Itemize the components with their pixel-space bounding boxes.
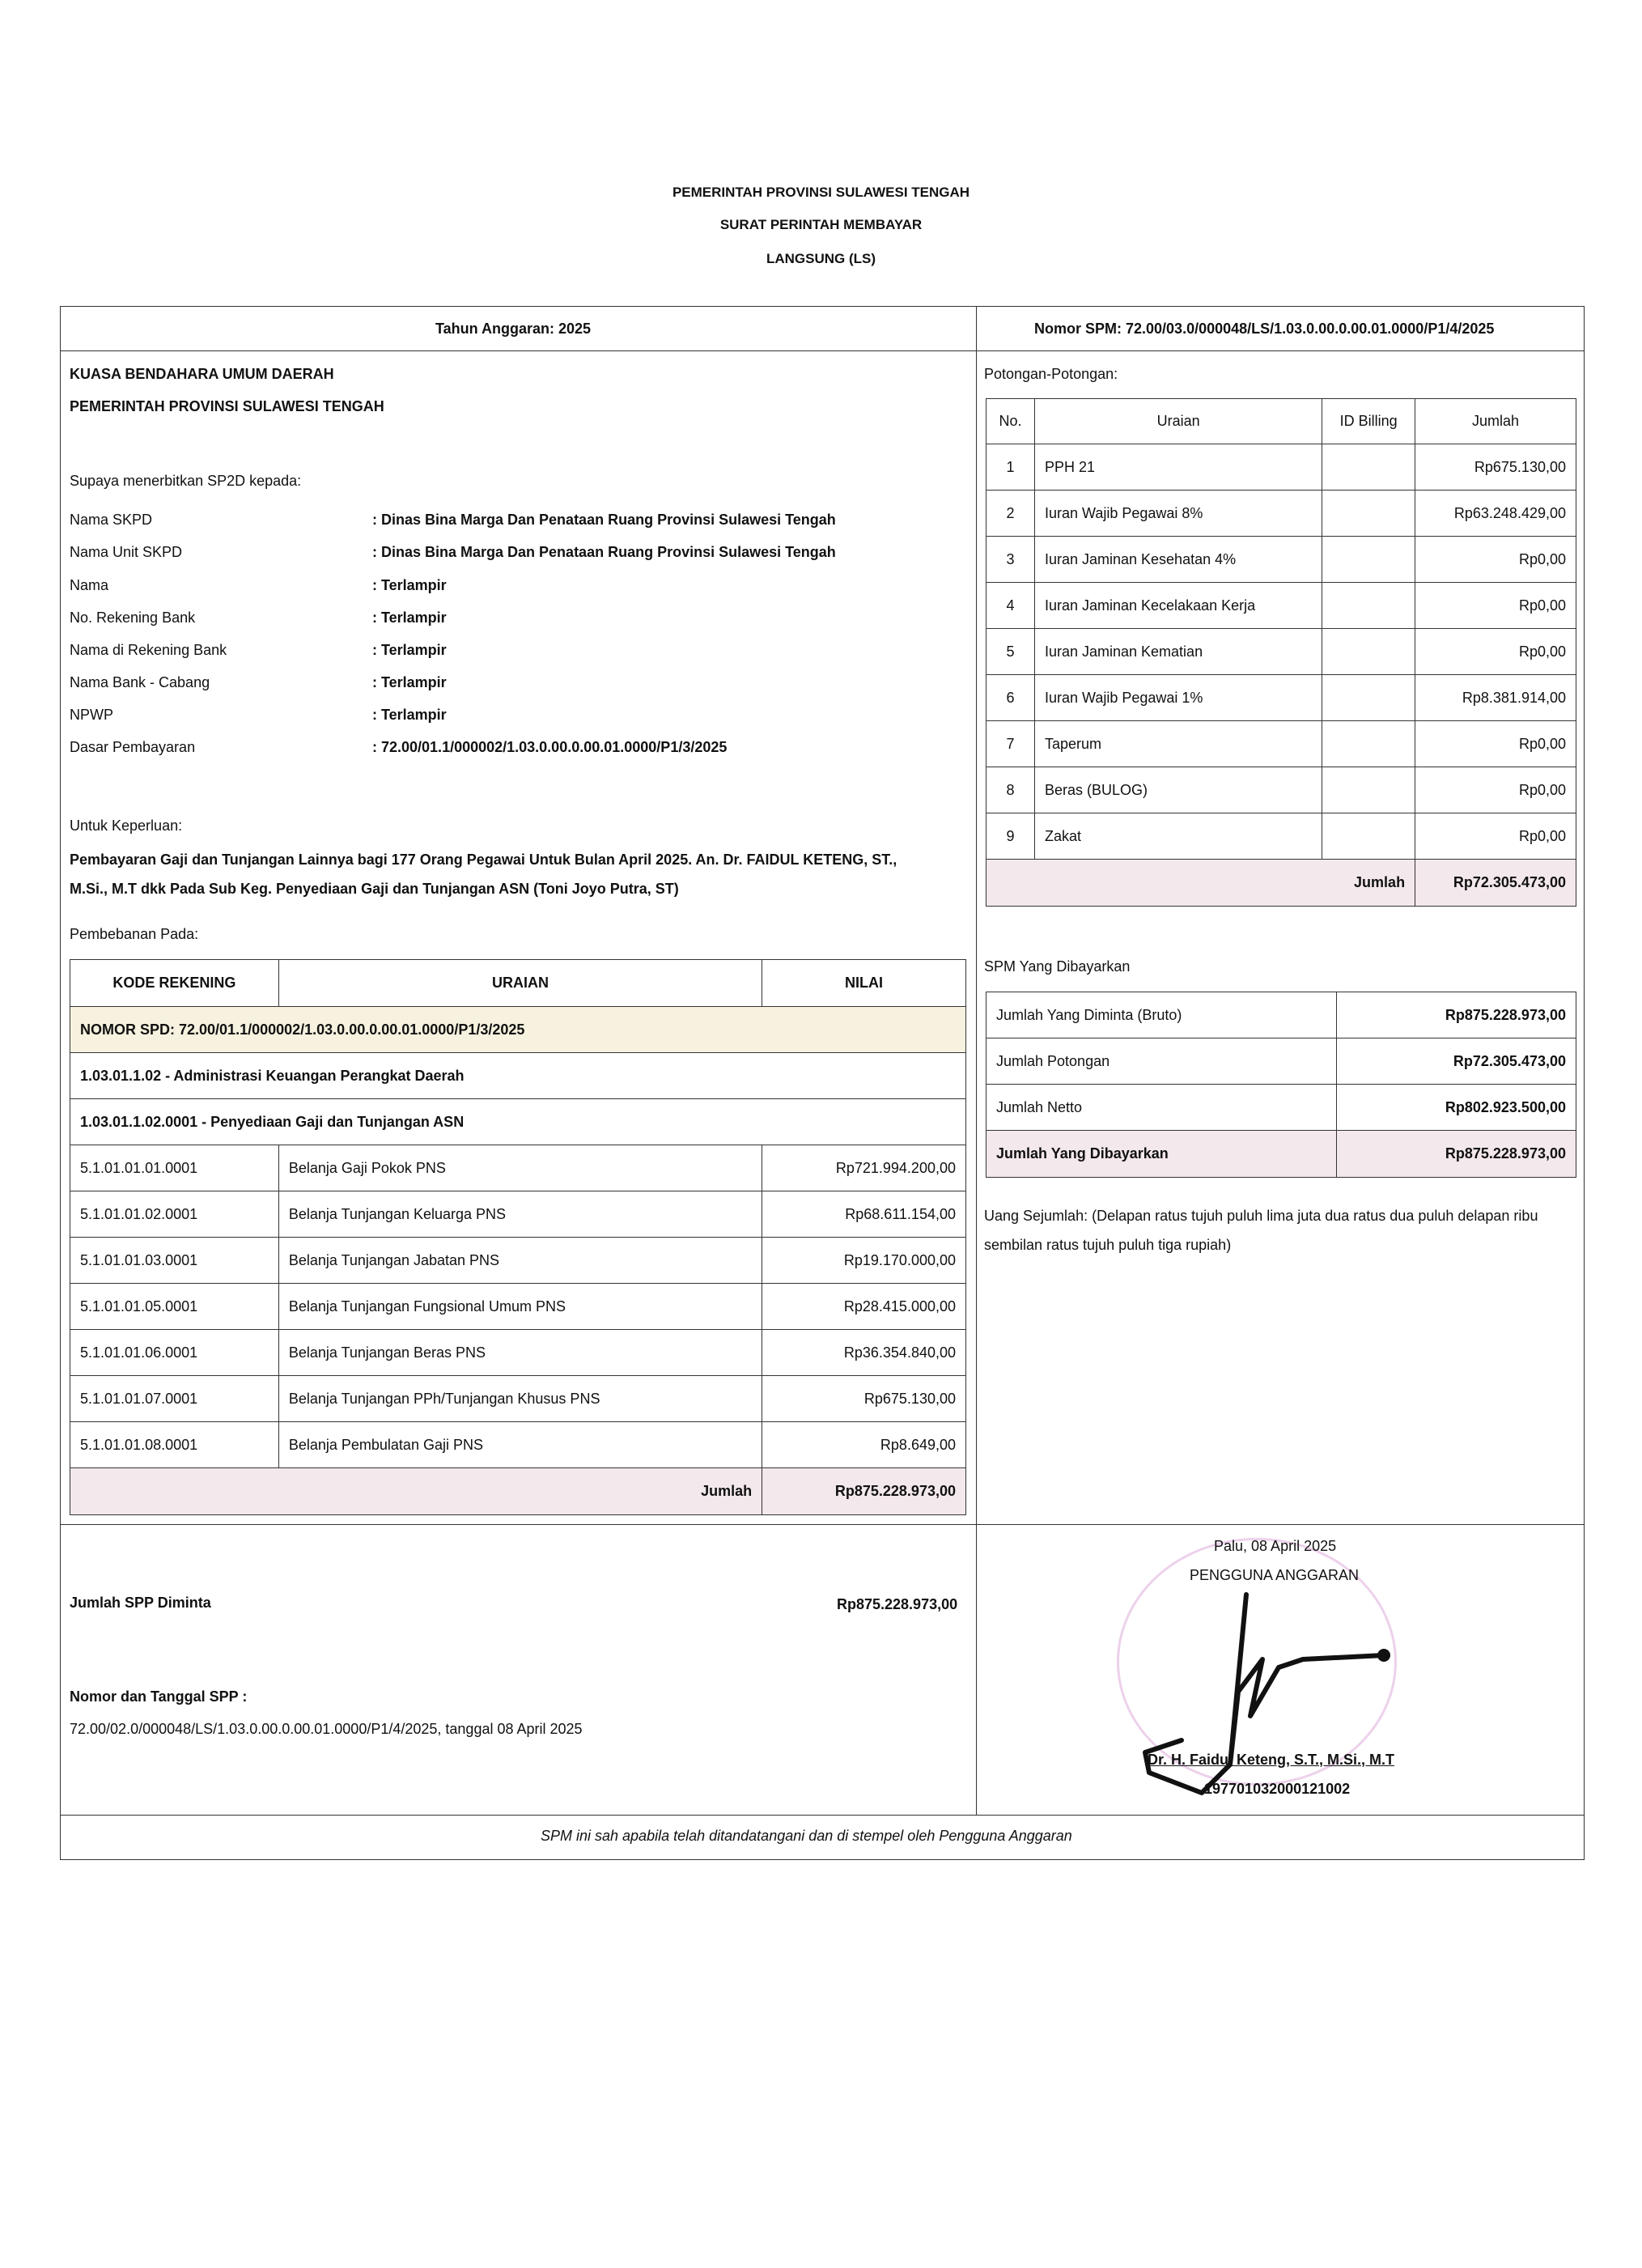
- program-row: [70, 1053, 966, 1099]
- untuk-keperluan-label: Untuk Keperluan:: [70, 818, 183, 834]
- uraian-cell: Iuran Wajib Pegawai 1%: [1034, 675, 1322, 721]
- table-row: [70, 1238, 966, 1284]
- jumlah-cell: Rp0,00: [1415, 583, 1576, 629]
- pembebanan-table: [70, 959, 966, 1515]
- table-row: [986, 491, 1576, 537]
- spm-label-cell: Jumlah Netto: [986, 1085, 1337, 1131]
- jumlah-cell: Rp63.248.429,00: [1415, 491, 1576, 537]
- table-row: [986, 537, 1576, 583]
- jumlah-label: Jumlah: [986, 860, 1415, 907]
- col-uraian-header: Uraian: [1034, 399, 1322, 444]
- jumlah-spp-value: Rp875.228.973,00: [837, 1596, 958, 1612]
- footer-divider: [60, 1815, 1585, 1816]
- signer-name: Dr. H. Faidul Keteng, S.T., M.Si., M.T: [1148, 1752, 1395, 1768]
- jumlah-cell: Rp0,00: [1415, 629, 1576, 675]
- table-row: [986, 675, 1576, 721]
- table-row: [70, 1376, 966, 1422]
- uraian-cell: Beras (BULOG): [1034, 767, 1322, 813]
- uraian-cell: Iuran Jaminan Kecelakaan Kerja: [1034, 583, 1322, 629]
- no-cell: 9: [986, 813, 1035, 860]
- potongan-table: [986, 398, 1576, 907]
- uraian-cell: Belanja Pembulatan Gaji PNS: [278, 1422, 762, 1468]
- col-uraian-header: URAIAN: [278, 960, 762, 1007]
- id-billing-cell: [1322, 675, 1415, 721]
- id-billing-cell: [1322, 583, 1415, 629]
- total-row: [986, 1131, 1576, 1178]
- uraian-cell: Belanja Tunjangan Jabatan PNS: [278, 1238, 762, 1284]
- jumlah-value: Rp875.228.973,00: [762, 1468, 966, 1515]
- nilai-cell: Rp19.170.000,00: [762, 1238, 966, 1284]
- no-cell: 7: [986, 721, 1035, 767]
- no-cell: 8: [986, 767, 1035, 813]
- kode-cell: 5.1.01.01.08.0001: [70, 1422, 279, 1468]
- table-row: [986, 1038, 1576, 1085]
- kode-cell: 5.1.01.01.05.0001: [70, 1284, 279, 1330]
- nilai-cell: Rp28.415.000,00: [762, 1284, 966, 1330]
- nilai-cell: Rp68.611.154,00: [762, 1191, 966, 1238]
- signature-divider: [60, 1524, 1585, 1525]
- untuk-keperluan-line1: Pembayaran Gaji dan Tunjangan Lainnya bagi 177 Orang Pegawai Untuk Bulan April 2025. An. Dr. FAIDUL KETENG, ST.,: [70, 852, 897, 868]
- table-row: [986, 583, 1576, 629]
- kode-cell: 5.1.01.01.07.0001: [70, 1376, 279, 1422]
- place-date: Palu, 08 April 2025: [1214, 1538, 1337, 1554]
- spm-label-cell: Jumlah Yang Diminta (Bruto): [986, 992, 1337, 1038]
- nilai-cell: Rp721.994.200,00: [762, 1145, 966, 1191]
- field-value: : Terlampir: [372, 642, 447, 658]
- uraian-cell: Iuran Jaminan Kesehatan 4%: [1034, 537, 1322, 583]
- col-no-header: No.: [986, 399, 1035, 444]
- no-cell: 3: [986, 537, 1035, 583]
- header-line1: PEMERINTAH PROVINSI SULAWESI TENGAH: [672, 185, 970, 200]
- signature-scribble-icon: [1117, 1586, 1408, 1813]
- field-label: Nama SKPD: [70, 512, 153, 528]
- id-billing-cell: [1322, 537, 1415, 583]
- nomor-spp-value: 72.00/02.0/000048/LS/1.03.0.00.0.00.01.0000/P1/4/2025, tanggal 08 April 2025: [70, 1721, 583, 1737]
- pemerintah-label: PEMERINTAH PROVINSI SULAWESI TENGAH: [70, 398, 384, 414]
- field-value: : Dinas Bina Marga Dan Penataan Ruang Provinsi Sulawesi Tengah: [372, 512, 836, 528]
- jumlah-cell: Rp0,00: [1415, 537, 1576, 583]
- no-cell: 5: [986, 629, 1035, 675]
- uraian-cell: Zakat: [1034, 813, 1322, 860]
- field-label: Dasar Pembayaran: [70, 739, 196, 755]
- table-row: [986, 813, 1576, 860]
- kode-cell: 5.1.01.01.01.0001: [70, 1145, 279, 1191]
- table-row: [70, 1145, 966, 1191]
- column-divider: [976, 306, 977, 1815]
- jumlah-cell: Rp0,00: [1415, 767, 1576, 813]
- jumlah-cell: Rp0,00: [1415, 813, 1576, 860]
- no-cell: 1: [986, 444, 1035, 491]
- nomor-spd: NOMOR SPD: 72.00/01.1/000002/1.03.0.00.0.00.01.0000/P1/3/2025: [70, 1007, 966, 1053]
- id-billing-cell: [1322, 767, 1415, 813]
- table-row: [70, 1191, 966, 1238]
- header-line3: LANGSUNG (LS): [766, 251, 876, 266]
- spm-dibayarkan-table: [986, 992, 1576, 1178]
- program-label: 1.03.01.1.02 - Administrasi Keuangan Perangkat Daerah: [70, 1053, 966, 1099]
- table-row: [986, 444, 1576, 491]
- spm-value-cell: Rp875.228.973,00: [1337, 992, 1576, 1038]
- uraian-cell: Belanja Tunjangan PPh/Tunjangan Khusus PNS: [278, 1376, 762, 1422]
- table-row: [986, 629, 1576, 675]
- id-billing-cell: [1322, 721, 1415, 767]
- subkeg-label: 1.03.01.1.02.0001 - Penyediaan Gaji dan Tunjangan ASN: [70, 1099, 966, 1145]
- kode-cell: 5.1.01.01.02.0001: [70, 1191, 279, 1238]
- field-label: Nama di Rekening Bank: [70, 642, 227, 658]
- nilai-cell: Rp36.354.840,00: [762, 1330, 966, 1376]
- jumlah-value: Rp72.305.473,00: [1415, 860, 1576, 907]
- field-label: No. Rekening Bank: [70, 609, 196, 626]
- footer-note: SPM ini sah apabila telah ditandatangani dan di stempel oleh Pengguna Anggaran: [541, 1828, 1072, 1844]
- nilai-cell: Rp675.130,00: [762, 1376, 966, 1422]
- jumlah-cell: Rp0,00: [1415, 721, 1576, 767]
- supaya-label: Supaya menerbitkan SP2D kepada:: [70, 473, 302, 489]
- field-value: : Terlampir: [372, 707, 447, 723]
- nomor-spm: Nomor SPM: 72.00/03.0/000048/LS/1.03.0.00.0.00.01.0000/P1/4/2025: [1034, 321, 1495, 337]
- kode-cell: 5.1.01.01.03.0001: [70, 1238, 279, 1284]
- table-row: [986, 992, 1576, 1038]
- jumlah-row: [70, 1468, 966, 1515]
- no-cell: 6: [986, 675, 1035, 721]
- table-row: [70, 1284, 966, 1330]
- jumlah-cell: Rp8.381.914,00: [1415, 675, 1576, 721]
- field-value: : Terlampir: [372, 609, 447, 626]
- uraian-cell: Iuran Jaminan Kematian: [1034, 629, 1322, 675]
- table-row: [986, 1085, 1576, 1131]
- jumlah-row: [986, 860, 1576, 907]
- nilai-cell: Rp8.649,00: [762, 1422, 966, 1468]
- table-row: [986, 721, 1576, 767]
- uraian-cell: Belanja Tunjangan Keluarga PNS: [278, 1191, 762, 1238]
- total-label: Jumlah Yang Dibayarkan: [986, 1131, 1337, 1178]
- field-value: : Terlampir: [372, 577, 447, 593]
- table-row: [70, 1422, 966, 1468]
- field-value: : Terlampir: [372, 674, 447, 690]
- subkeg-row: [70, 1099, 966, 1145]
- untuk-keperluan-line2: M.Si., M.T dkk Pada Sub Keg. Penyediaan Gaji dan Tunjangan ASN (Toni Joyo Putra, ST): [70, 881, 679, 897]
- signer-nip: 197701032000121002: [1204, 1781, 1351, 1797]
- potongan-title: Potongan-Potongan:: [984, 366, 1118, 382]
- id-billing-cell: [1322, 491, 1415, 537]
- top-bar-divider: [60, 350, 1585, 351]
- signer-role: PENGGUNA ANGGARAN: [1190, 1567, 1360, 1583]
- uraian-cell: Belanja Tunjangan Beras PNS: [278, 1330, 762, 1376]
- pembebanan-label: Pembebanan Pada:: [70, 926, 199, 942]
- header-line2: SURAT PERINTAH MEMBAYAR: [719, 217, 923, 232]
- field-label: NPWP: [70, 707, 113, 723]
- no-cell: 2: [986, 491, 1035, 537]
- uraian-cell: Belanja Gaji Pokok PNS: [278, 1145, 762, 1191]
- col-id-billing-header: ID Billing: [1322, 399, 1415, 444]
- col-kode-header: KODE REKENING: [70, 960, 279, 1007]
- uraian-cell: Iuran Wajib Pegawai 8%: [1034, 491, 1322, 537]
- spm-value-cell: Rp72.305.473,00: [1337, 1038, 1576, 1085]
- spm-dibayarkan-title: SPM Yang Dibayarkan: [984, 958, 1131, 975]
- field-label: Nama Bank - Cabang: [70, 674, 210, 690]
- field-label: Nama Unit SKPD: [70, 544, 183, 560]
- id-billing-cell: [1322, 444, 1415, 491]
- terbilang-line2: sembilan ratus tujuh puluh tiga rupiah): [984, 1237, 1232, 1253]
- uraian-cell: PPH 21: [1034, 444, 1322, 491]
- tahun-anggaran: Tahun Anggaran: 2025: [435, 321, 592, 337]
- uraian-cell: Taperum: [1034, 721, 1322, 767]
- uraian-cell: Belanja Tunjangan Fungsional Umum PNS: [278, 1284, 762, 1330]
- field-value: : 72.00/01.1/000002/1.03.0.00.0.00.01.0000/P1/3/2025: [372, 739, 728, 755]
- jumlah-spp-label: Jumlah SPP Diminta: [70, 1595, 211, 1611]
- total-value: Rp875.228.973,00: [1337, 1131, 1576, 1178]
- field-value: : Dinas Bina Marga Dan Penataan Ruang Provinsi Sulawesi Tengah: [372, 544, 836, 560]
- kode-cell: 5.1.01.01.06.0001: [70, 1330, 279, 1376]
- table-row: [70, 1330, 966, 1376]
- table-header-row: [70, 960, 966, 1007]
- kuasa-bud: KUASA BENDAHARA UMUM DAERAH: [70, 366, 334, 382]
- spm-label-cell: Jumlah Potongan: [986, 1038, 1337, 1085]
- terbilang-line1: Uang Sejumlah: (Delapan ratus tujuh puluh lima juta dua ratus dua puluh delapan ribu: [984, 1208, 1538, 1224]
- col-jumlah-header: Jumlah: [1415, 399, 1576, 444]
- no-cell: 4: [986, 583, 1035, 629]
- jumlah-label: Jumlah: [70, 1468, 762, 1515]
- field-label: Nama: [70, 577, 109, 593]
- table-row: [986, 767, 1576, 813]
- col-nilai-header: NILAI: [762, 960, 966, 1007]
- table-header-row: [986, 399, 1576, 444]
- spd-row: [70, 1007, 966, 1053]
- spm-value-cell: Rp802.923.500,00: [1337, 1085, 1576, 1131]
- id-billing-cell: [1322, 813, 1415, 860]
- nomor-spp-label: Nomor dan Tanggal SPP :: [70, 1688, 248, 1705]
- id-billing-cell: [1322, 629, 1415, 675]
- jumlah-cell: Rp675.130,00: [1415, 444, 1576, 491]
